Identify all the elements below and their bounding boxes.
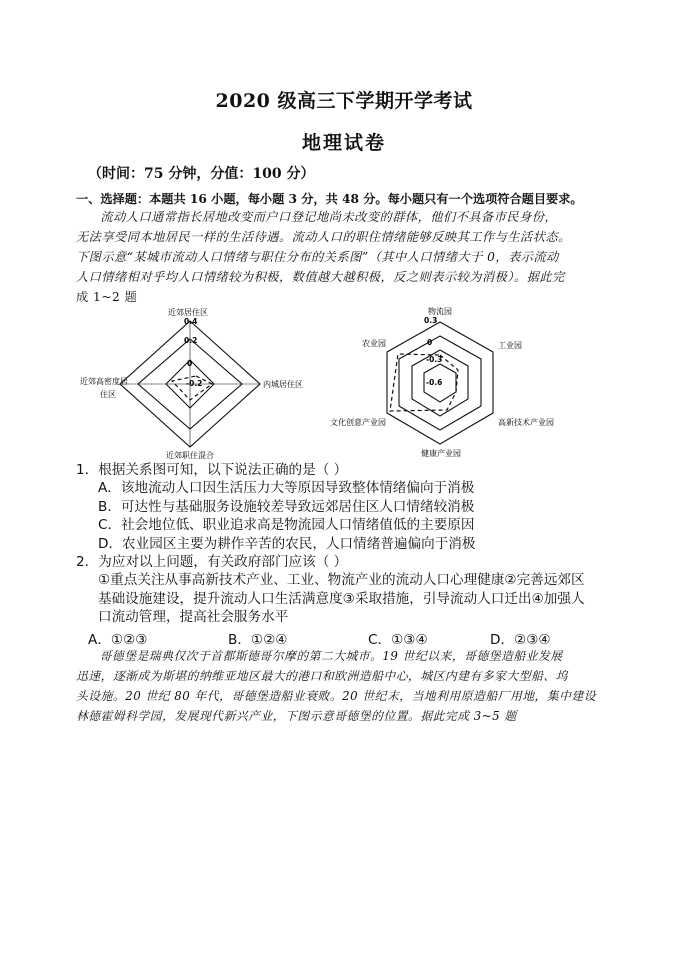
axis-label-bottom: 近郊职住混合	[166, 451, 214, 460]
passage-line: 下图示意“某城市流动人口情绪与职住分布的关系图”（其中人口情绪大于 0，表示流动	[76, 250, 559, 264]
passage-line: 成 1~2 题	[76, 290, 138, 304]
answer-option-c[interactable]: C．①③④	[368, 632, 428, 648]
passage-line: 哥德堡是瑞典仅次于首都斯德哥尔摩的第二大城市。19 世纪以来，哥德堡造船业发展	[99, 649, 563, 663]
axis-label-left-2: 住区	[100, 390, 116, 399]
question-statement: ①重点关注从事高新技术产业、工业、物流产业的流动人口心理健康②完善远郊区	[98, 572, 585, 589]
tick-label: 0	[427, 338, 433, 347]
axis-label: 工业园	[498, 341, 522, 350]
question-stem: 1．根据关系图可知，以下说法正确的是（ ）	[76, 462, 348, 478]
passage-line: 林德霍姆科学园，发展现代新兴产业，下图示意哥德堡的位置。据此完成 3~5 题	[76, 709, 517, 723]
passage-1	[76, 207, 636, 307]
axis-label: 物流园	[428, 307, 452, 316]
answer-option-d[interactable]: D．②③④	[490, 632, 551, 648]
tick-label: 0.2	[184, 336, 198, 345]
axis-label-top: 近郊居住区	[168, 308, 208, 317]
answer-option-a[interactable]: A．①②③	[88, 632, 148, 648]
tick-label: -0.3	[426, 355, 443, 364]
question-2	[76, 553, 636, 627]
axis-label: 高新技术产业园	[498, 418, 554, 427]
radar-series-left	[172, 376, 212, 400]
passage-line: 无法享受同本地居民一样的生活待遇。流动人口的职住情绪能够反映其工作与生活状态。	[76, 230, 571, 244]
axis-label: 健康产业园	[421, 449, 461, 458]
axis-label-left: 近郊高密度居	[80, 377, 128, 386]
axis-label-right: 内城居住区	[263, 380, 303, 389]
tick-label: 0.3	[424, 316, 438, 325]
exam-subtitle: 地理试卷	[301, 132, 386, 154]
answer-option-a[interactable]: A．该地流动人口因生活压力大等原因导致整体情绪偏向于消极	[98, 480, 475, 497]
passage-line: 人口情绪相对乎均人口情绪较为积极，数值越大越积极，反之则表示较为消极）。据此完	[76, 270, 565, 284]
question-statement: 口流动管理，提高社会服务水平	[98, 609, 289, 626]
section-header: 一、选择题：本题共 16 小题，每小题 3 分，共 48 分。每小题只有一个选项符合题目要求。	[76, 192, 583, 206]
tick-label: -0.2	[186, 379, 203, 388]
tick-label: 0	[187, 359, 193, 368]
passage-2	[76, 646, 636, 726]
axis-label: 农业园	[362, 339, 386, 348]
exam-title: 2020 级高三下学期开学考试	[215, 90, 473, 112]
exam-info: （时间：75 分钟，分值：100 分）	[88, 166, 315, 182]
answer-option-b[interactable]: B．可达性与基础服务设施较差导致远郊居住区人口情绪较消极	[98, 498, 475, 515]
question-1	[76, 461, 636, 553]
tick-label: -0.6	[426, 378, 443, 387]
answer-option-c[interactable]: C．社会地位低、职业追求高是物流园人口情绪值低的主要原因	[98, 517, 475, 534]
answer-option-b[interactable]: B．①②④	[228, 632, 288, 648]
passage-line: 头设施。20 世纪 80 年代，哥德堡造船业衰败。20 世纪末，当地利用原造船厂用地，集中建设	[76, 689, 597, 703]
passage-line: 迅速，逐渐成为斯堪的纳维亚地区最大的港口和欧洲造船中心，城区内建有多家大型船、坞	[76, 669, 568, 683]
axis-label: 文化创意产业园	[330, 418, 386, 427]
question-statement: 基础设施建设，提升流动人口生活满意度③采取措施，引导流动人口迁出④加强人	[98, 590, 585, 607]
radar-series-right	[390, 354, 458, 411]
tick-label: 0.4	[184, 317, 198, 326]
passage-line: 流动人口通常指长居地改变而户口登记地尚未改变的群体，他们不具备市民身份，	[100, 210, 558, 224]
question-stem: 2．为应对以上问题，有关政府部门应该（ ）	[76, 554, 348, 570]
answer-option-d[interactable]: D．农业园区主要为耕作辛苦的农民，人口情绪普遍偏向于消极	[98, 535, 476, 552]
